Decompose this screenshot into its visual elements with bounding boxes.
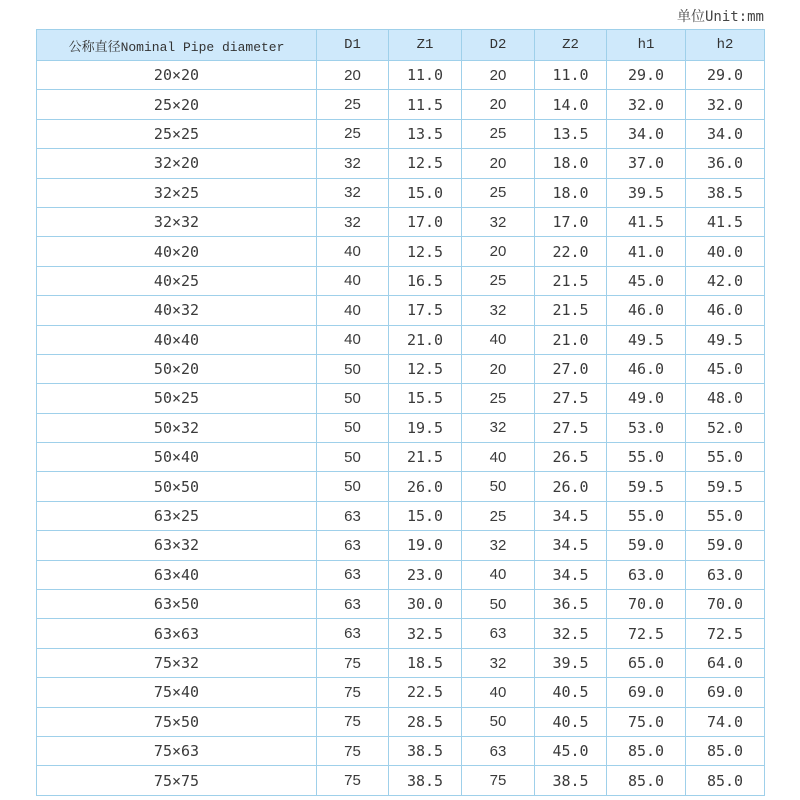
table-row [37,119,765,148]
d1-cell: 32 [317,207,389,236]
header-nominal-diameter: 公称直径Nominal Pipe diameter [37,30,317,61]
table-row [37,443,765,472]
h1-cell: 69.0 [607,678,686,707]
table-row [37,648,765,677]
z2-cell: 34.5 [535,531,607,560]
z2-cell: 39.5 [535,648,607,677]
h1-cell: 41.5 [607,207,686,236]
table-row [37,707,765,736]
nominal-diameter-cell: 75×63 [37,736,317,765]
h1-cell: 49.0 [607,384,686,413]
z2-cell: 14.0 [535,90,607,119]
d2-cell: 25 [462,266,535,295]
z2-cell: 27.5 [535,413,607,442]
d2-cell: 40 [462,443,535,472]
z2-cell: 18.0 [535,178,607,207]
z2-cell: 40.5 [535,678,607,707]
d2-cell: 20 [462,90,535,119]
d2-cell: 32 [462,207,535,236]
d2-cell: 32 [462,296,535,325]
z1-cell: 26.0 [389,472,462,501]
table-row [37,61,765,90]
d1-cell: 50 [317,384,389,413]
nominal-diameter-cell: 32×20 [37,149,317,178]
nominal-diameter-cell: 25×25 [37,119,317,148]
h1-cell: 53.0 [607,413,686,442]
d1-cell: 75 [317,678,389,707]
d1-cell: 50 [317,354,389,383]
nominal-diameter-cell: 50×40 [37,443,317,472]
table-row [37,413,765,442]
h2-cell: 34.0 [686,119,765,148]
h2-cell: 85.0 [686,736,765,765]
h2-cell: 69.0 [686,678,765,707]
d2-cell: 50 [462,472,535,501]
h2-cell: 85.0 [686,766,765,795]
nominal-diameter-cell: 75×50 [37,707,317,736]
d1-cell: 40 [317,325,389,354]
table-row [37,384,765,413]
h1-cell: 85.0 [607,766,686,795]
z1-cell: 12.5 [389,237,462,266]
z1-cell: 22.5 [389,678,462,707]
h2-cell: 70.0 [686,590,765,619]
d2-cell: 20 [462,237,535,266]
table-row [37,149,765,178]
nominal-diameter-cell: 25×20 [37,90,317,119]
z2-cell: 36.5 [535,590,607,619]
z1-cell: 21.0 [389,325,462,354]
z1-cell: 11.5 [389,90,462,119]
d2-cell: 32 [462,413,535,442]
nominal-diameter-cell: 50×32 [37,413,317,442]
header-row [37,30,765,61]
nominal-diameter-cell: 63×40 [37,560,317,589]
d2-cell: 32 [462,648,535,677]
h1-cell: 65.0 [607,648,686,677]
header-z1: Z1 [389,30,462,61]
table-row [37,560,765,589]
table-row [37,178,765,207]
nominal-diameter-cell: 63×63 [37,619,317,648]
d2-cell: 25 [462,119,535,148]
z1-cell: 21.5 [389,443,462,472]
table-row [37,472,765,501]
h2-cell: 42.0 [686,266,765,295]
z1-cell: 38.5 [389,736,462,765]
d1-cell: 32 [317,178,389,207]
header-z2: Z2 [535,30,607,61]
table-body [37,61,765,796]
d1-cell: 63 [317,619,389,648]
h2-cell: 55.0 [686,501,765,530]
nominal-diameter-cell: 50×25 [37,384,317,413]
z1-cell: 12.5 [389,149,462,178]
h2-cell: 40.0 [686,237,765,266]
d1-cell: 25 [317,119,389,148]
nominal-diameter-cell: 32×25 [37,178,317,207]
d2-cell: 40 [462,325,535,354]
h2-cell: 72.5 [686,619,765,648]
z1-cell: 18.5 [389,648,462,677]
h2-cell: 49.5 [686,325,765,354]
z1-cell: 15.0 [389,178,462,207]
pipe-dimension-table [36,29,765,796]
d2-cell: 25 [462,384,535,413]
table-row [37,501,765,530]
h2-cell: 46.0 [686,296,765,325]
d1-cell: 20 [317,61,389,90]
h2-cell: 55.0 [686,443,765,472]
z1-cell: 17.0 [389,207,462,236]
z2-cell: 26.0 [535,472,607,501]
d1-cell: 50 [317,443,389,472]
d1-cell: 40 [317,296,389,325]
z2-cell: 27.5 [535,384,607,413]
z1-cell: 15.0 [389,501,462,530]
header-d1: D1 [317,30,389,61]
nominal-diameter-cell: 40×25 [37,266,317,295]
table-row [37,207,765,236]
d2-cell: 25 [462,178,535,207]
h2-cell: 59.5 [686,472,765,501]
d1-cell: 75 [317,766,389,795]
h2-cell: 59.0 [686,531,765,560]
d1-cell: 63 [317,560,389,589]
z2-cell: 45.0 [535,736,607,765]
h1-cell: 37.0 [607,149,686,178]
z1-cell: 17.5 [389,296,462,325]
d1-cell: 25 [317,90,389,119]
h1-cell: 63.0 [607,560,686,589]
nominal-diameter-cell: 75×40 [37,678,317,707]
table-row [37,531,765,560]
z1-cell: 15.5 [389,384,462,413]
h1-cell: 46.0 [607,296,686,325]
table-row [37,266,765,295]
d1-cell: 63 [317,501,389,530]
h2-cell: 64.0 [686,648,765,677]
table-row [37,354,765,383]
d2-cell: 75 [462,766,535,795]
d2-cell: 20 [462,61,535,90]
z1-cell: 16.5 [389,266,462,295]
h1-cell: 29.0 [607,61,686,90]
h1-cell: 45.0 [607,266,686,295]
h2-cell: 36.0 [686,149,765,178]
h1-cell: 49.5 [607,325,686,354]
z2-cell: 32.5 [535,619,607,648]
z1-cell: 13.5 [389,119,462,148]
h2-cell: 63.0 [686,560,765,589]
nominal-diameter-cell: 40×40 [37,325,317,354]
table-row [37,619,765,648]
h1-cell: 34.0 [607,119,686,148]
h2-cell: 45.0 [686,354,765,383]
z2-cell: 40.5 [535,707,607,736]
d2-cell: 40 [462,560,535,589]
nominal-diameter-cell: 75×75 [37,766,317,795]
z2-cell: 21.0 [535,325,607,354]
d2-cell: 20 [462,354,535,383]
nominal-diameter-cell: 40×32 [37,296,317,325]
z2-cell: 26.5 [535,443,607,472]
table-row [37,90,765,119]
h2-cell: 48.0 [686,384,765,413]
nominal-diameter-cell: 40×20 [37,237,317,266]
d1-cell: 50 [317,472,389,501]
z2-cell: 34.5 [535,560,607,589]
d1-cell: 40 [317,266,389,295]
h1-cell: 59.5 [607,472,686,501]
z2-cell: 34.5 [535,501,607,530]
table-row [37,736,765,765]
nominal-diameter-cell: 20×20 [37,61,317,90]
h1-cell: 39.5 [607,178,686,207]
z1-cell: 23.0 [389,560,462,589]
nominal-diameter-cell: 75×32 [37,648,317,677]
z1-cell: 12.5 [389,354,462,383]
d2-cell: 63 [462,736,535,765]
z2-cell: 11.0 [535,61,607,90]
d2-cell: 32 [462,531,535,560]
d1-cell: 75 [317,736,389,765]
h2-cell: 74.0 [686,707,765,736]
table-row [37,325,765,354]
z1-cell: 32.5 [389,619,462,648]
table-row [37,678,765,707]
header-d2: D2 [462,30,535,61]
table-row [37,296,765,325]
nominal-diameter-cell: 50×20 [37,354,317,383]
h1-cell: 75.0 [607,707,686,736]
d1-cell: 50 [317,413,389,442]
d2-cell: 63 [462,619,535,648]
z2-cell: 21.5 [535,296,607,325]
h1-cell: 32.0 [607,90,686,119]
z2-cell: 21.5 [535,266,607,295]
d2-cell: 25 [462,501,535,530]
z2-cell: 38.5 [535,766,607,795]
h1-cell: 41.0 [607,237,686,266]
nominal-diameter-cell: 63×25 [37,501,317,530]
z2-cell: 17.0 [535,207,607,236]
h1-cell: 55.0 [607,501,686,530]
z1-cell: 28.5 [389,707,462,736]
d2-cell: 20 [462,149,535,178]
h2-cell: 38.5 [686,178,765,207]
table-row [37,590,765,619]
table-header [37,30,765,61]
d2-cell: 50 [462,707,535,736]
d1-cell: 63 [317,590,389,619]
z1-cell: 30.0 [389,590,462,619]
nominal-diameter-cell: 63×50 [37,590,317,619]
z2-cell: 13.5 [535,119,607,148]
h1-cell: 72.5 [607,619,686,648]
z1-cell: 11.0 [389,61,462,90]
z2-cell: 27.0 [535,354,607,383]
h2-cell: 52.0 [686,413,765,442]
h1-cell: 70.0 [607,590,686,619]
nominal-diameter-cell: 63×32 [37,531,317,560]
d1-cell: 63 [317,531,389,560]
h1-cell: 55.0 [607,443,686,472]
z1-cell: 19.0 [389,531,462,560]
h2-cell: 29.0 [686,61,765,90]
d1-cell: 75 [317,707,389,736]
nominal-diameter-cell: 50×50 [37,472,317,501]
d1-cell: 75 [317,648,389,677]
d1-cell: 32 [317,149,389,178]
d2-cell: 50 [462,590,535,619]
h1-cell: 85.0 [607,736,686,765]
header-h2: h2 [686,30,765,61]
d1-cell: 40 [317,237,389,266]
d2-cell: 40 [462,678,535,707]
nominal-diameter-cell: 32×32 [37,207,317,236]
table-row [37,766,765,795]
z2-cell: 18.0 [535,149,607,178]
z2-cell: 22.0 [535,237,607,266]
table-row [37,237,765,266]
h1-cell: 59.0 [607,531,686,560]
h1-cell: 46.0 [607,354,686,383]
z1-cell: 19.5 [389,413,462,442]
h2-cell: 32.0 [686,90,765,119]
unit-label: 单位Unit:mm [676,9,764,25]
header-h1: h1 [607,30,686,61]
h2-cell: 41.5 [686,207,765,236]
z1-cell: 38.5 [389,766,462,795]
